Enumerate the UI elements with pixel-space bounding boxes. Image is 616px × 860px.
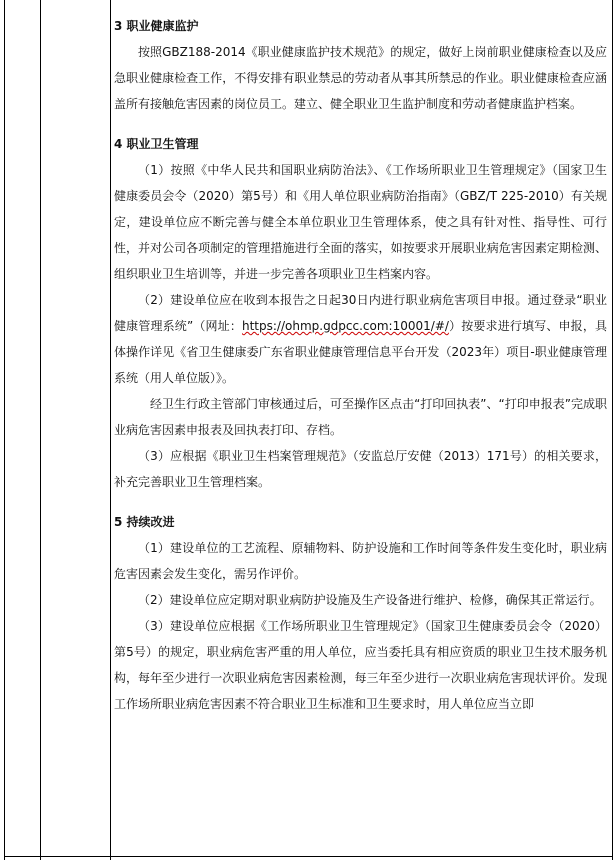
table-bottom-line [4, 856, 612, 857]
website-link[interactable]: https://ohmp.gdpcc.com:10001/#/ [241, 319, 449, 333]
table-divider-2 [110, 0, 111, 860]
table-border-right [612, 0, 613, 860]
section-5-paragraph-2: （2）建设单位应定期对职业病防护设施及生产设备进行维护、检修，确保其正常运行。 [138, 593, 602, 607]
table-border-left [4, 0, 5, 860]
document-content [114, 13, 607, 717]
section-4-paragraph-3: 经卫生行政主管部门审核通过后，可至操作区点击“打印回执表”、“打印申报表”完成职业病危害因素申报表及回执表打印、存档。 [114, 397, 607, 437]
section-5-paragraph-1: （1）建设单位的工艺流程、原辅物料、防护设施和工作时间等条件发生变化时，职业病危害因素会发生变化，需另作评价。 [114, 541, 607, 581]
section-heading-3: 3 职业健康监护 [114, 19, 199, 33]
section-5-paragraph-3: （3）建设单位应根据《工作场所职业卫生管理规定》（国家卫生健康委员会令（2020）第5号）的规定，职业病危害严重的用人单位，应当委托具有相应资质的职业卫生技术服务机构，每年至少进行一次职业病危害因素检测，每三年至少进行一次职业病危害现状评价。发现工作场所职业病危害因素不符合职业卫生标准和卫生要求时，用人单位应当立即 [114, 619, 607, 711]
section-3-paragraph: 按照GBZ188-2014《职业健康监护技术规范》的规定，做好上岗前职业健康检查以及应急职业健康检查工作，不得安排有职业禁忌的劳动者从事其所禁忌的作业。职业健康检查应涵盖所有接触危害因素的岗位员工。建立、健全职业卫生监护制度和劳动者健康监护档案。 [114, 45, 607, 111]
section-heading-4: 4 职业卫生管理 [114, 137, 199, 151]
section-4-paragraph-1: （1）按照《中华人民共和国职业病防治法》、《工作场所职业卫生管理规定》（国家卫生健康委员会令（2020）第5号）和《用人单位职业病防治指南》（GBZ/T 225-2010）有关规定，建设单位应不断完善与健全本单位职业卫生管理体系，使之具有针对性、指导性、可行性，并对公司各项制定的管理措施进行全面的落实，如按要求开展职业病危害因素定期检测、组织职业卫生培训等，并进一步完善各项职业卫生档案内容。 [114, 163, 607, 281]
section-4-paragraph-4: （3）应根据《职业卫生档案管理规范》（安监总厅安健（2013）171号）的相关要求，补充完善职业卫生管理档案。 [114, 449, 607, 489]
paragraph-text: （2）建设单位应在收到本报告之日起30日内进行职业病危害项目申报。通过登录“职业健康管理系统”（网址： [114, 293, 607, 333]
paragraph-text: ）按要求进行填写、申报，具体操作详见《省卫生健康委广东省职业健康管理信息平台开发（2023年）项目-职业健康管理系统（用人单位版）》。 [114, 319, 607, 385]
section-4-paragraph-2 [114, 287, 607, 391]
section-heading-5: 5 持续改进 [114, 515, 175, 529]
table-divider-1 [40, 0, 41, 860]
